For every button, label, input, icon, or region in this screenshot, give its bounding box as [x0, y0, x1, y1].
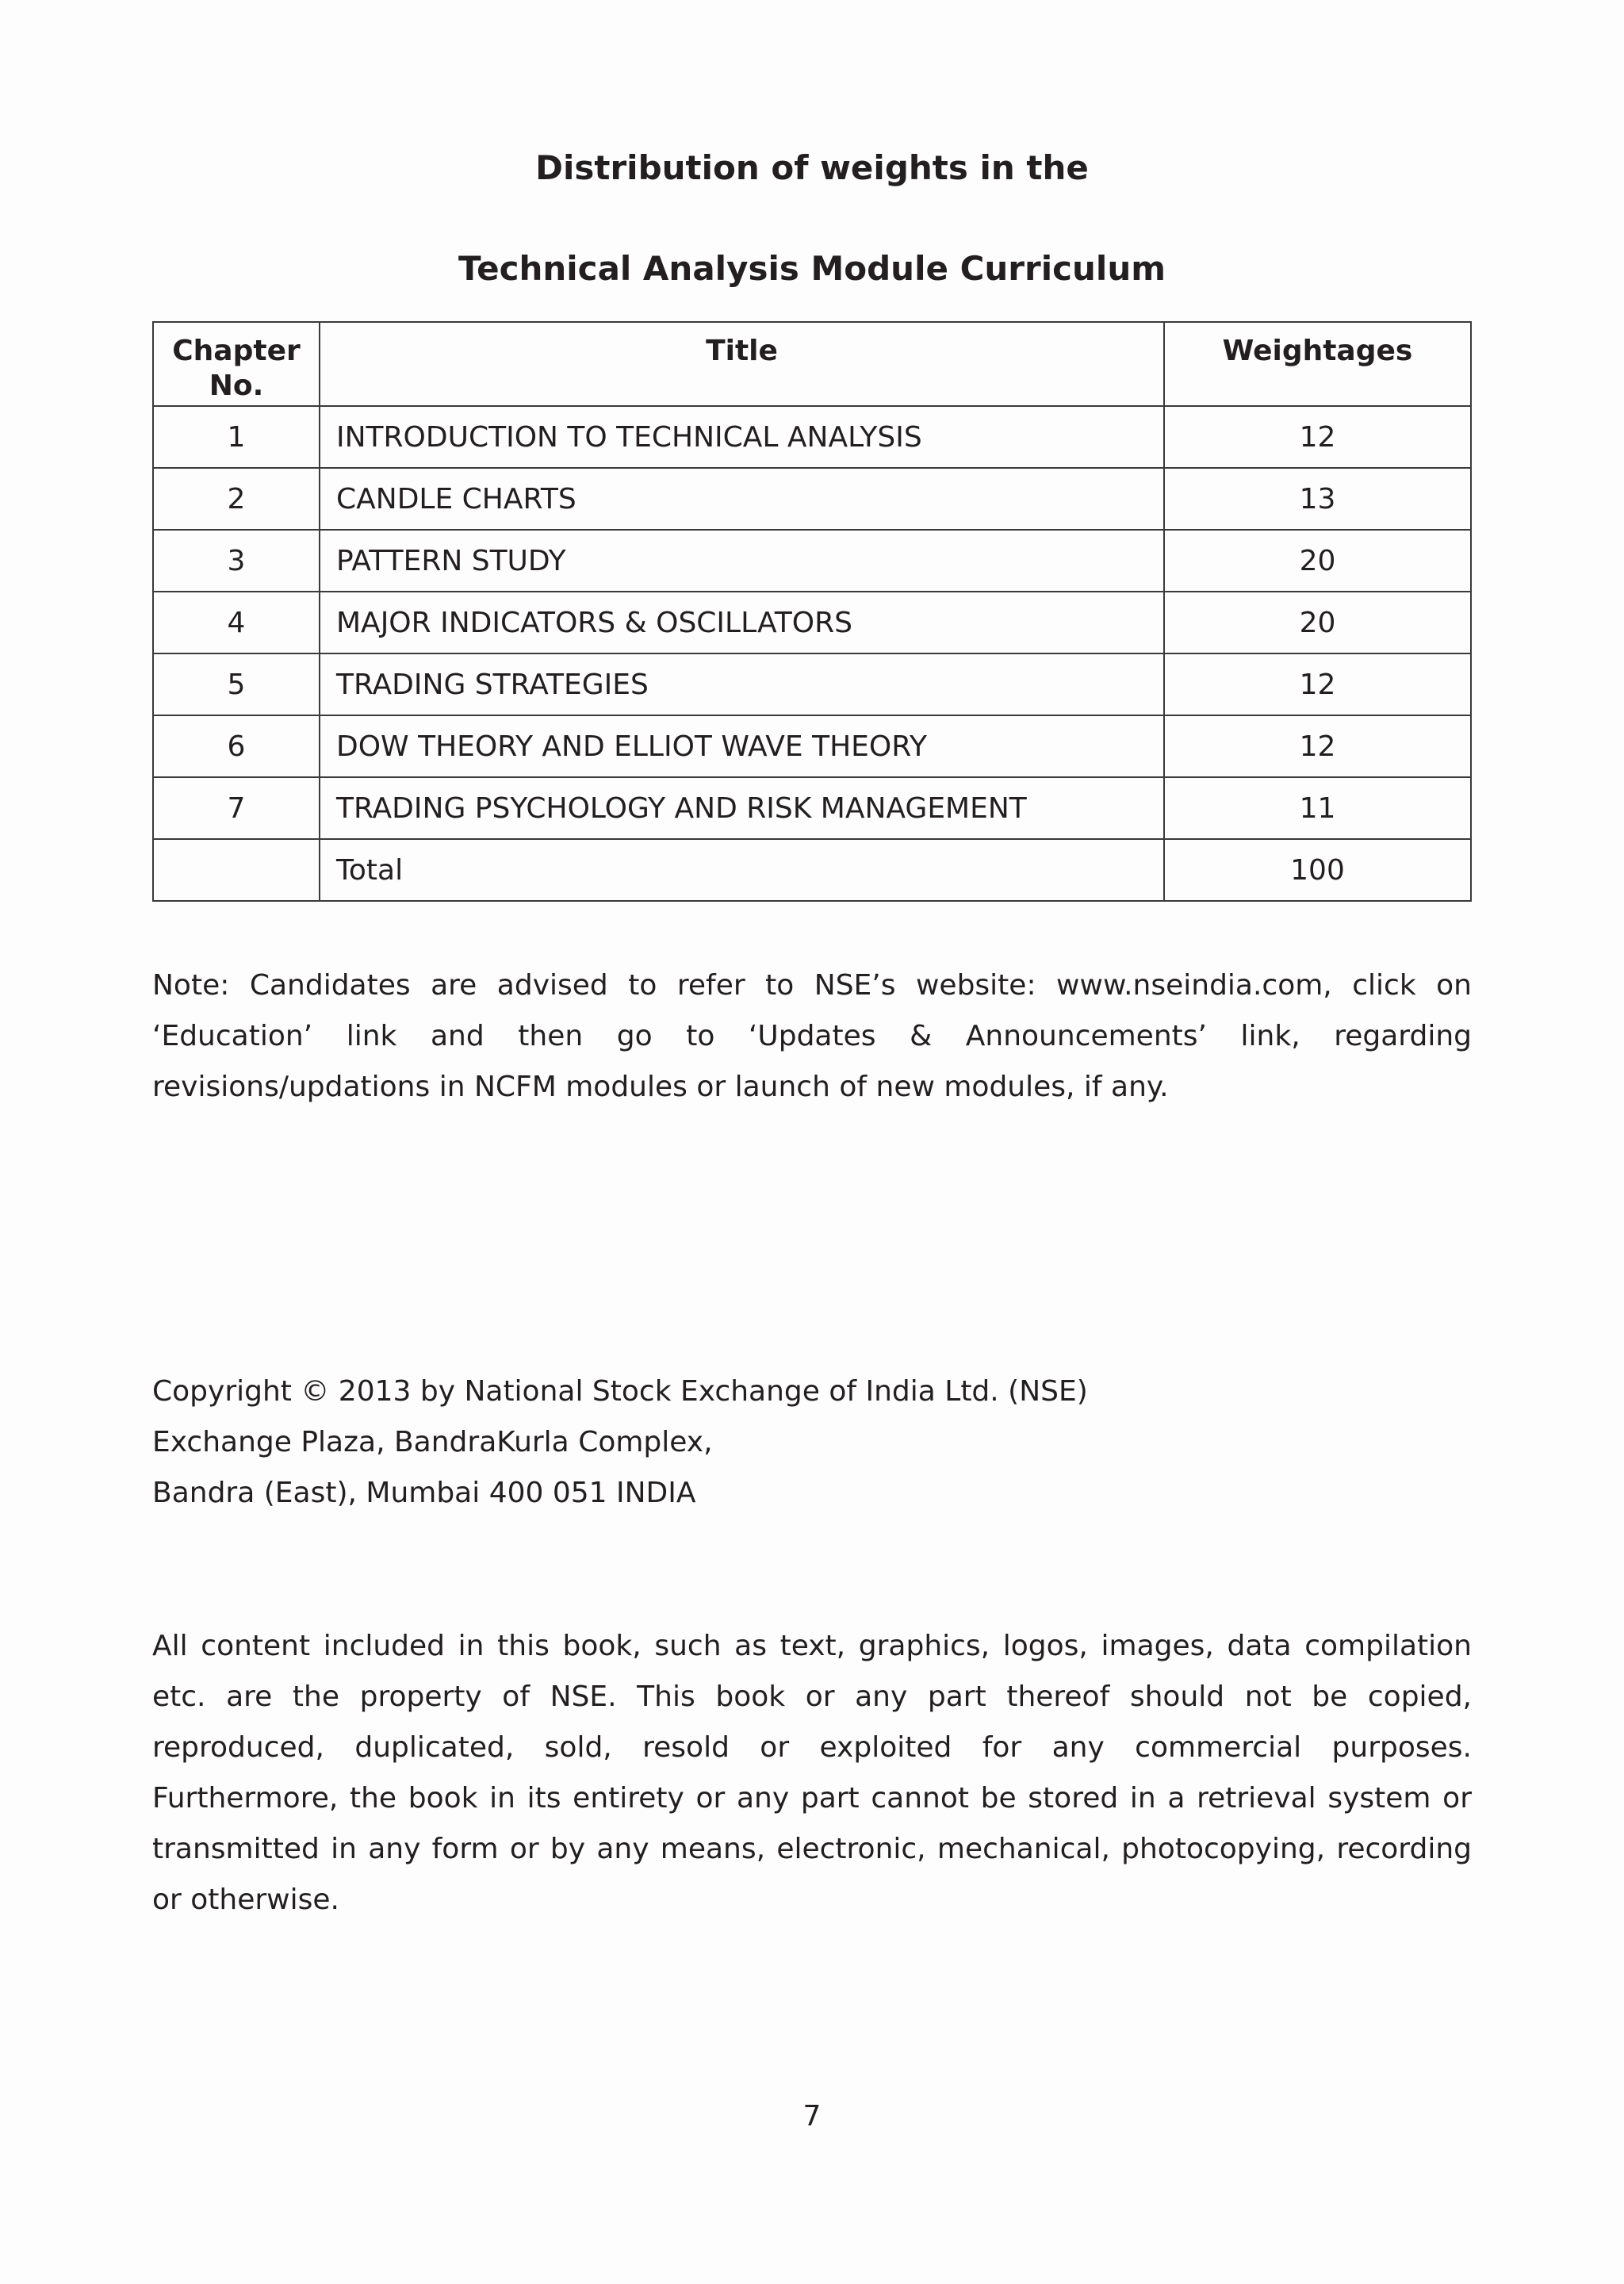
weightage-cell: 11	[1164, 777, 1471, 839]
chapter-title-cell: DOW THEORY AND ELLIOT WAVE THEORY	[320, 715, 1164, 777]
copyright-line: Copyright © 2013 by National Stock Exchange of India Ltd. (NSE)	[152, 1375, 1088, 1408]
table-total-row	[153, 839, 1471, 901]
chapter-no-cell: 6	[153, 715, 320, 777]
chapter-title-cell: MAJOR INDICATORS & OSCILLATORS	[320, 592, 1164, 653]
header-title: Title	[320, 322, 1164, 406]
page-title-line-1: Distribution of weights in the	[535, 148, 1089, 187]
address-line-1: Exchange Plaza, BandraKurla Complex,	[152, 1426, 713, 1458]
page-number: 7	[802, 2100, 822, 2133]
chapter-title-cell: TRADING PSYCHOLOGY AND RISK MANAGEMENT	[320, 777, 1164, 839]
total-label-cell: Total	[320, 839, 1164, 901]
header-weightages: Weightages	[1164, 322, 1471, 406]
total-weightage-cell: 100	[1164, 839, 1471, 901]
weightage-cell: 12	[1164, 653, 1471, 715]
chapter-title-cell: CANDLE CHARTS	[320, 468, 1164, 530]
weightage-cell: 12	[1164, 715, 1471, 777]
rights-paragraph: All content included in this book, such as text, graphics, logos, images, data compilation etc. are the property of NSE. This book or any part thereof should not be copied, reproduced, duplicated, sold, resold or exploited for any commercial purposes. Furthermore, the book in its entirety or any part cannot be stored in a retrieval system or transmitted in any form or by any means, electronic, mechanical, photocopying, recording or otherwise.	[152, 1630, 1472, 1916]
table-row	[153, 530, 1471, 592]
copyright-block	[152, 1366, 1472, 1519]
table-row	[153, 715, 1471, 777]
table-row	[153, 406, 1471, 468]
weightage-cell: 20	[1164, 592, 1471, 653]
chapter-no-cell: 3	[153, 530, 320, 592]
chapter-no-cell: 5	[153, 653, 320, 715]
chapter-title-cell: PATTERN STUDY	[320, 530, 1164, 592]
note-paragraph: Note: Candidates are advised to refer to NSE’s website: www.nseindia.com, click on ‘Education’ link and then go to ‘Updates & Announcements’ link, regarding revisions/updations in NCFM modules or launch of new modules, if any.	[152, 969, 1472, 1103]
chapter-no-cell: 4	[153, 592, 320, 653]
weightage-cell: 12	[1164, 406, 1471, 468]
header-chapter-no: Chapter No.	[153, 322, 320, 406]
address-line-2: Bandra (East), Mumbai 400 051 INDIA	[152, 1477, 696, 1509]
table-row	[153, 653, 1471, 715]
weightage-cell: 13	[1164, 468, 1471, 530]
chapter-no-cell: 2	[153, 468, 320, 530]
total-no-cell	[153, 839, 320, 901]
table-row	[153, 468, 1471, 530]
table-row	[153, 777, 1471, 839]
chapter-title-cell: INTRODUCTION TO TECHNICAL ANALYSIS	[320, 406, 1164, 468]
page-title-line-2: Technical Analysis Module Curriculum	[458, 249, 1166, 288]
chapter-no-cell: 7	[153, 777, 320, 839]
table-row	[153, 592, 1471, 653]
weightage-cell: 20	[1164, 530, 1471, 592]
table-header-row	[153, 322, 1471, 406]
chapter-no-cell: 1	[153, 406, 320, 468]
weights-table	[152, 321, 1472, 902]
chapter-title-cell: TRADING STRATEGIES	[320, 653, 1164, 715]
